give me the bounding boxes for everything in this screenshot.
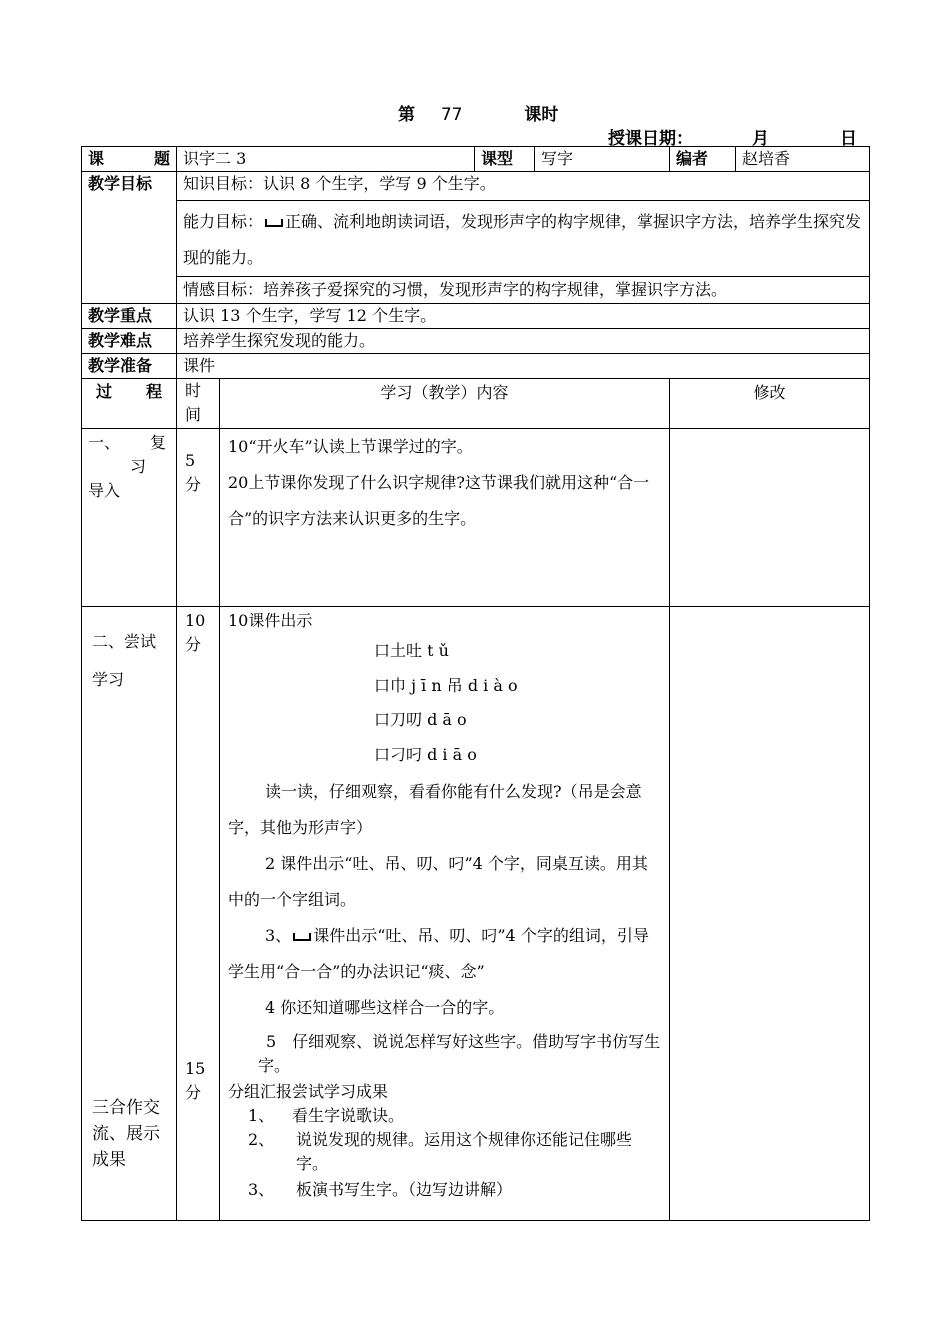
time-header (177, 379, 220, 429)
section3-item-1 (228, 1104, 661, 1128)
time-header-b: 间 (185, 405, 202, 424)
section1-content (220, 429, 670, 607)
difficulty-row (82, 329, 870, 354)
focus-row (82, 304, 870, 329)
section2-p3 (228, 918, 661, 990)
focus-value: 认识 13 个生字，学写 12 个生字。 (177, 304, 870, 329)
char-line-1: 口土吐 t ǔ (374, 641, 449, 660)
char-line-3: 口刀叨 d ā o (374, 710, 467, 729)
section3-time (185, 1057, 205, 1105)
prep-row (82, 354, 870, 379)
section1-time-a: 5 (185, 451, 196, 470)
type-label: 课型 (475, 147, 535, 172)
section2-time-cell (177, 607, 220, 1221)
goals-row-knowledge (82, 172, 870, 201)
difficulty-label: 教学难点 (82, 329, 177, 354)
month-label: 月 (752, 129, 769, 149)
section3-item-2-text: 说说发现的规律。运用这个规律你还能记住哪些字。 (296, 1130, 633, 1173)
lesson-number-line (398, 100, 558, 125)
goal-ability-text: 正确、流利地朗读词语，发现形声字的构字规律，掌握识字方法，培养学生探究发现的能力。 (183, 212, 862, 267)
editing-mark-icon (293, 933, 311, 941)
section1-time-b: 分 (185, 475, 202, 494)
revise-header: 修改 (670, 379, 870, 429)
section1-revise-cell (670, 429, 870, 607)
section2-intro: 10课件出示 (228, 611, 313, 630)
section3-item-3 (228, 1178, 661, 1202)
section2-paragraphs (228, 774, 661, 1026)
goal-knowledge: 知识目标：认识 8 个生字，学写 9 个生字。 (177, 172, 870, 201)
section1-line-1: 10“开火车”认读上节课学过的字。 (228, 437, 473, 456)
goal-ability (177, 201, 870, 277)
section1-title-a: 一、 (88, 433, 121, 452)
section3-item-2-num: 2、 (248, 1130, 275, 1149)
difficulty-value: 培养学生探究发现的能力。 (177, 329, 870, 354)
section1-line-2: 20上节课你发现了什么识字规律?这节课我们就用这种“合一合”的识字方法来认识更多的生字。 (228, 473, 650, 528)
goals-label: 教学目标 (82, 172, 177, 304)
section2-title-a: 二、尝试 (92, 632, 157, 651)
process-header (82, 379, 177, 429)
lesson-number: 77 (440, 105, 463, 125)
section2-p2: 2 课件出示“吐、吊、叨、叼”4 个字，同桌互读。用其中的一个字组词。 (228, 854, 648, 909)
column-header-row (82, 379, 870, 429)
section3-title: 三合作交流、展示成果 (92, 1098, 160, 1170)
section2-p1: 读一读，仔细观察，看看你能有什么发现?（吊是会意字，其他为形声字） (228, 782, 642, 837)
section2-p3-text: 课件出示“吐、吊、叨、叼”4 个字的组词，引导学生用“合一合”的办法识记“痰、念” (228, 926, 649, 981)
editor-value: 赵培香 (736, 147, 870, 172)
topic-value: 识字二 3 (177, 147, 475, 172)
section2-time (185, 609, 205, 657)
goal-emotion: 情感目标：培养孩子爱探究的习惯，发现形声字的构字规律，掌握识字方法。 (177, 277, 870, 304)
process-header-b: 程 (145, 382, 162, 401)
section1-title (82, 429, 177, 607)
section3-time-a: 15 (185, 1059, 206, 1078)
section2-char-list (228, 634, 661, 772)
type-value: 写字 (535, 147, 670, 172)
day-label: 日 (840, 129, 857, 149)
section2-time-b: 分 (185, 635, 202, 654)
date-label: 授课日期： (608, 129, 693, 149)
prep-value: 课件 (177, 354, 870, 379)
prep-label: 教学准备 (82, 354, 177, 379)
time-header-a: 时 (185, 381, 202, 400)
goals-row-emotion (82, 277, 870, 304)
section3-item-2 (228, 1128, 661, 1176)
focus-label: 教学重点 (82, 304, 177, 329)
section3-item-1-num: 1、 (248, 1106, 275, 1125)
section1-title-c: 习 (130, 457, 147, 476)
char-line-2: 口巾 j ī n 吊 d i à o (374, 675, 518, 695)
section2-p3-prefix: 3、 (265, 926, 292, 945)
section2-p5: 5 仔细观察、说说怎样写好这些字。借助写字书仿写生字。 (258, 1032, 661, 1075)
char-line-4: 口刁叼 d i ā o (374, 744, 477, 764)
lesson-prefix: 第 (398, 105, 415, 125)
section2-time-a: 10 (185, 611, 206, 630)
section2-revise-cell (670, 607, 870, 1221)
goal-ability-prefix: 能力目标： (183, 212, 264, 231)
topic-row (82, 147, 870, 172)
process-header-a: 过 (96, 382, 113, 401)
lesson-suffix: 课时 (524, 105, 559, 125)
section2-p4: 4 你还知道哪些这样合一合的字。 (265, 998, 505, 1017)
section3-time-b: 分 (185, 1083, 202, 1102)
section3-item-3-num: 3、 (248, 1180, 275, 1199)
section1-title-b: 复 (149, 433, 166, 452)
topic-label-cell (82, 147, 177, 172)
section3-list (228, 1104, 661, 1202)
section2-title-cell (82, 607, 177, 1221)
section1-title-d: 导入 (88, 481, 121, 500)
section2-row (82, 607, 870, 1221)
editing-mark-icon (265, 219, 283, 227)
section3-heading: 分组汇报尝试学习成果 (228, 1082, 389, 1101)
goals-row-ability (82, 201, 870, 277)
section2-title-b: 学习 (92, 670, 125, 689)
section2-title (92, 623, 156, 699)
section3-item-1-text: 看生字说歌诀。 (292, 1106, 405, 1125)
topic-label: 课 题 (88, 149, 170, 168)
lesson-plan-table (81, 146, 870, 1221)
section1-row (82, 429, 870, 607)
editor-label: 编者 (670, 147, 736, 172)
content-header: 学习（教学）内容 (220, 379, 670, 429)
section3-item-3-text: 板演书写生字。（边写边讲解） (296, 1180, 513, 1199)
section2-content (220, 607, 670, 1221)
section1-time (177, 429, 220, 607)
